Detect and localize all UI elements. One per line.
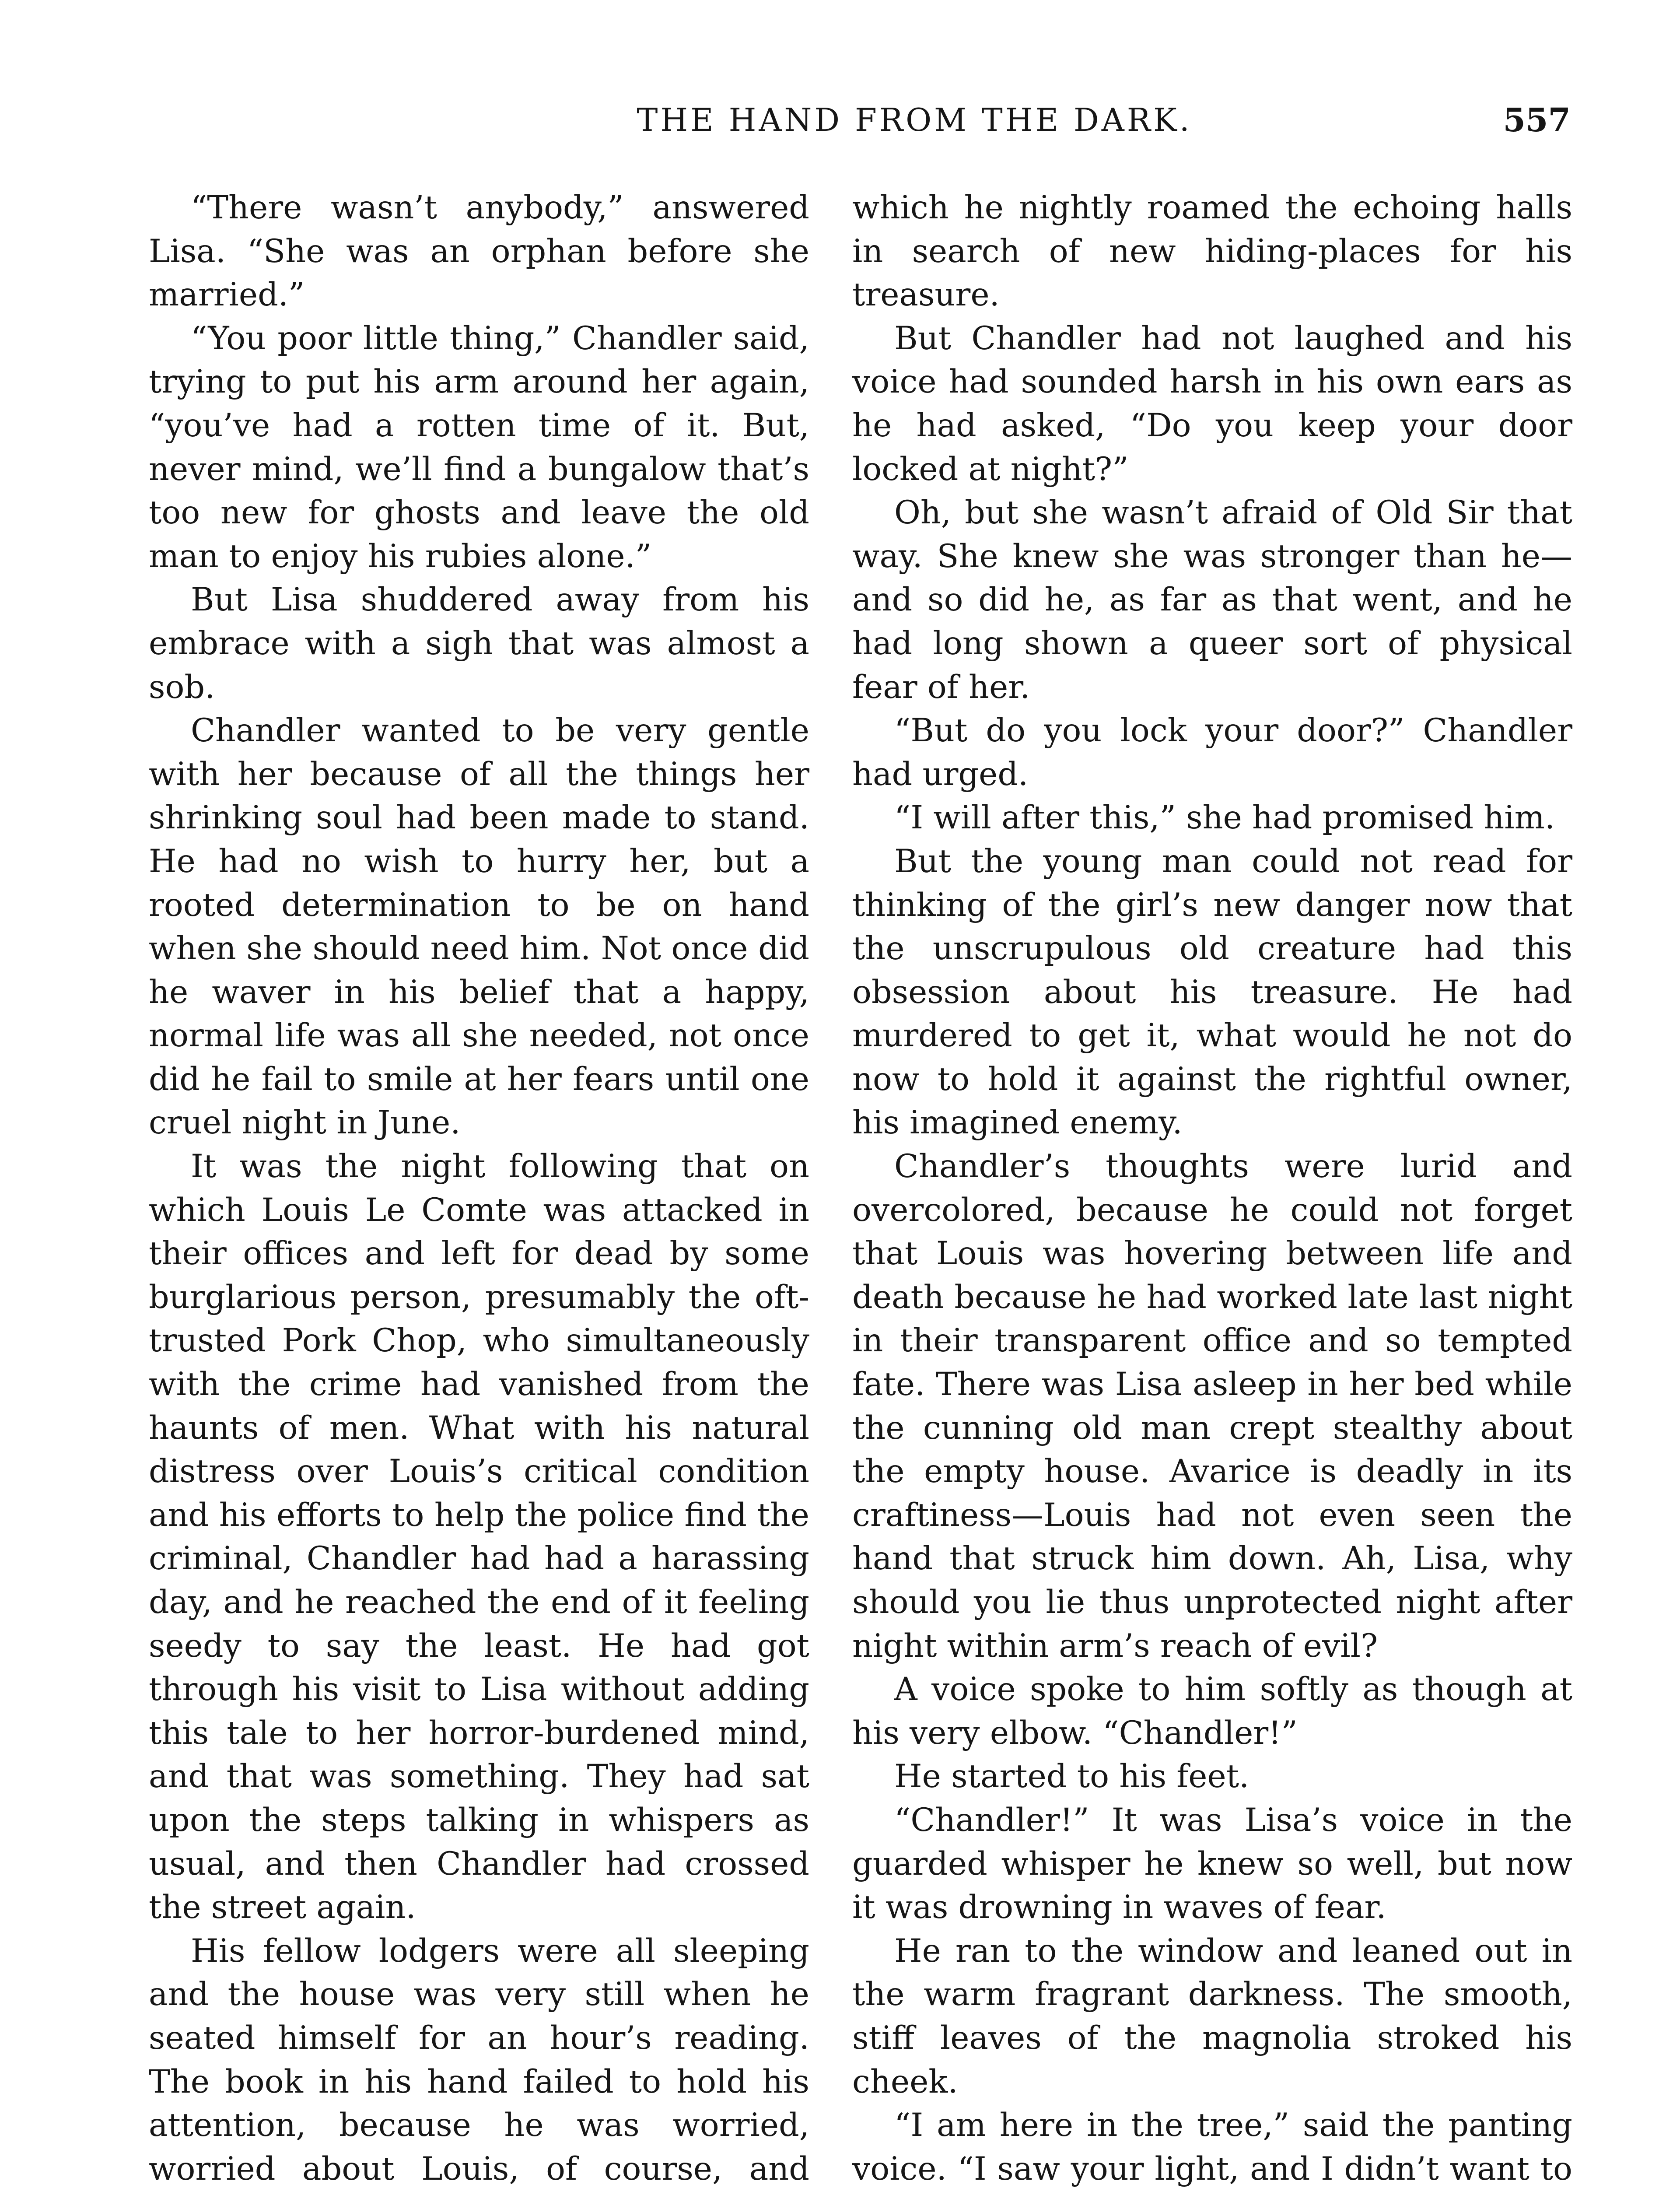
paragraph: “Chandler!” It was Lisa’s voice in the guarded whisper he knew so well, but now it was drowning in waves of fear. bbox=[852, 1801, 1572, 1926]
paragraph: But Chandler had not laughed and his voice had sounded harsh in his own ears as he had asked, “Do you keep your door locked at night?” bbox=[852, 319, 1572, 488]
paragraph: Chandler wanted to be very gentle with her because of all the things her shrinking soul had been made to stand. He had no wish to hurry her, but a rooted determination to be on hand when she should need him. Not once did he waver in his belief that a happy, normal life was all she needed, not once did he fail to smile at her fears until one cruel night in June. bbox=[149, 712, 809, 1142]
paragraph: Chandler’s thoughts were lurid and overcolored, because he could not forget that Louis was hovering between life and death because he had worked late last night in their transparent office and so tempted fate. There was Lisa asleep in her bed while the cunning old man crept stealthy about the empty house. Avarice is deadly in its craftiness—Louis had not even seen the hand that struck him down. Ah, Lisa, why should you lie thus unprotected night after night within arm’s reach of evil? bbox=[852, 1148, 1572, 1665]
paragraph: “I am here in the tree,” said the panting voice. “I saw your light, and I didn’t want to bbox=[852, 2107, 1572, 2188]
paragraph: “You poor little thing,” Chandler said, trying to put his arm around her again, “you’ve had a rotten time of it. But, never mind, we’ll find a bungalow that’s too new for ghosts and leave the old man to enjoy his rubies alone.” bbox=[149, 319, 809, 575]
running-head-title: THE HAND FROM THE DARK. bbox=[637, 102, 1192, 138]
right-text-column bbox=[852, 186, 1572, 2188]
paragraph: His fellow lodgers were all sleeping and the house was very still when he seated himself for an hour’s reading. The book in his hand failed to hold his attention, because he was worried, worried about Louis, of course, and bbox=[149, 1932, 809, 2188]
paragraph: “There wasn’t anybody,” answered Lisa. “She was an orphan before she married.” bbox=[149, 189, 809, 314]
left-text-column bbox=[149, 186, 809, 2188]
paragraph: He ran to the window and leaned out in the warm fragrant darkness. The smooth, stiff leaves of the magnolia stroked his cheek. bbox=[852, 1932, 1572, 2100]
page-number: 557 bbox=[1503, 102, 1571, 139]
paragraph: “But do you lock your door?” Chandler had urged. bbox=[852, 712, 1572, 793]
paragraph: A voice spoke to him softly as though at his very elbow. “Chandler!” bbox=[852, 1671, 1572, 1752]
paragraph: Oh, but she wasn’t afraid of Old Sir that way. She knew she was stronger than he—and so did he, as far as that went, and he had long shown a queer sort of physical fear of her. bbox=[852, 494, 1572, 706]
paragraph: It was the night following that on which Louis Le Comte was attacked in their offices and left for dead by some burglarious person, presumably the oft-trusted Pork Chop, who simultaneously with the crime had vanished from the haunts of men. What with his natural distress over Louis’s critical condition and his efforts to help the police find the criminal, Chandler had had a harassing day, and he reached the end of it feeling seedy to say the least. He had got through his visit to Lisa without adding this tale to her horror-burdened mind, and that was something. They had sat upon the steps talking in whispers as usual, and then Chandler had crossed the street again. bbox=[149, 1148, 809, 1926]
paragraph: “I will after this,” she had promised him. bbox=[894, 799, 1555, 837]
paragraph: which he nightly roamed the echoing halls in search of new hiding-places for his treasure. bbox=[852, 189, 1572, 314]
paragraph: But the young man could not read for thinking of the girl’s new danger now that the unscrupulous old creature had this obsession about his treasure. He had murdered to get it, what would he not do now to hold it against the rightful owner, his imagined enemy. bbox=[852, 842, 1572, 1142]
paragraph: He started to his feet. bbox=[894, 1758, 1250, 1795]
paragraph: But Lisa shuddered away from his embrace with a sigh that was almost a sob. bbox=[149, 581, 809, 706]
